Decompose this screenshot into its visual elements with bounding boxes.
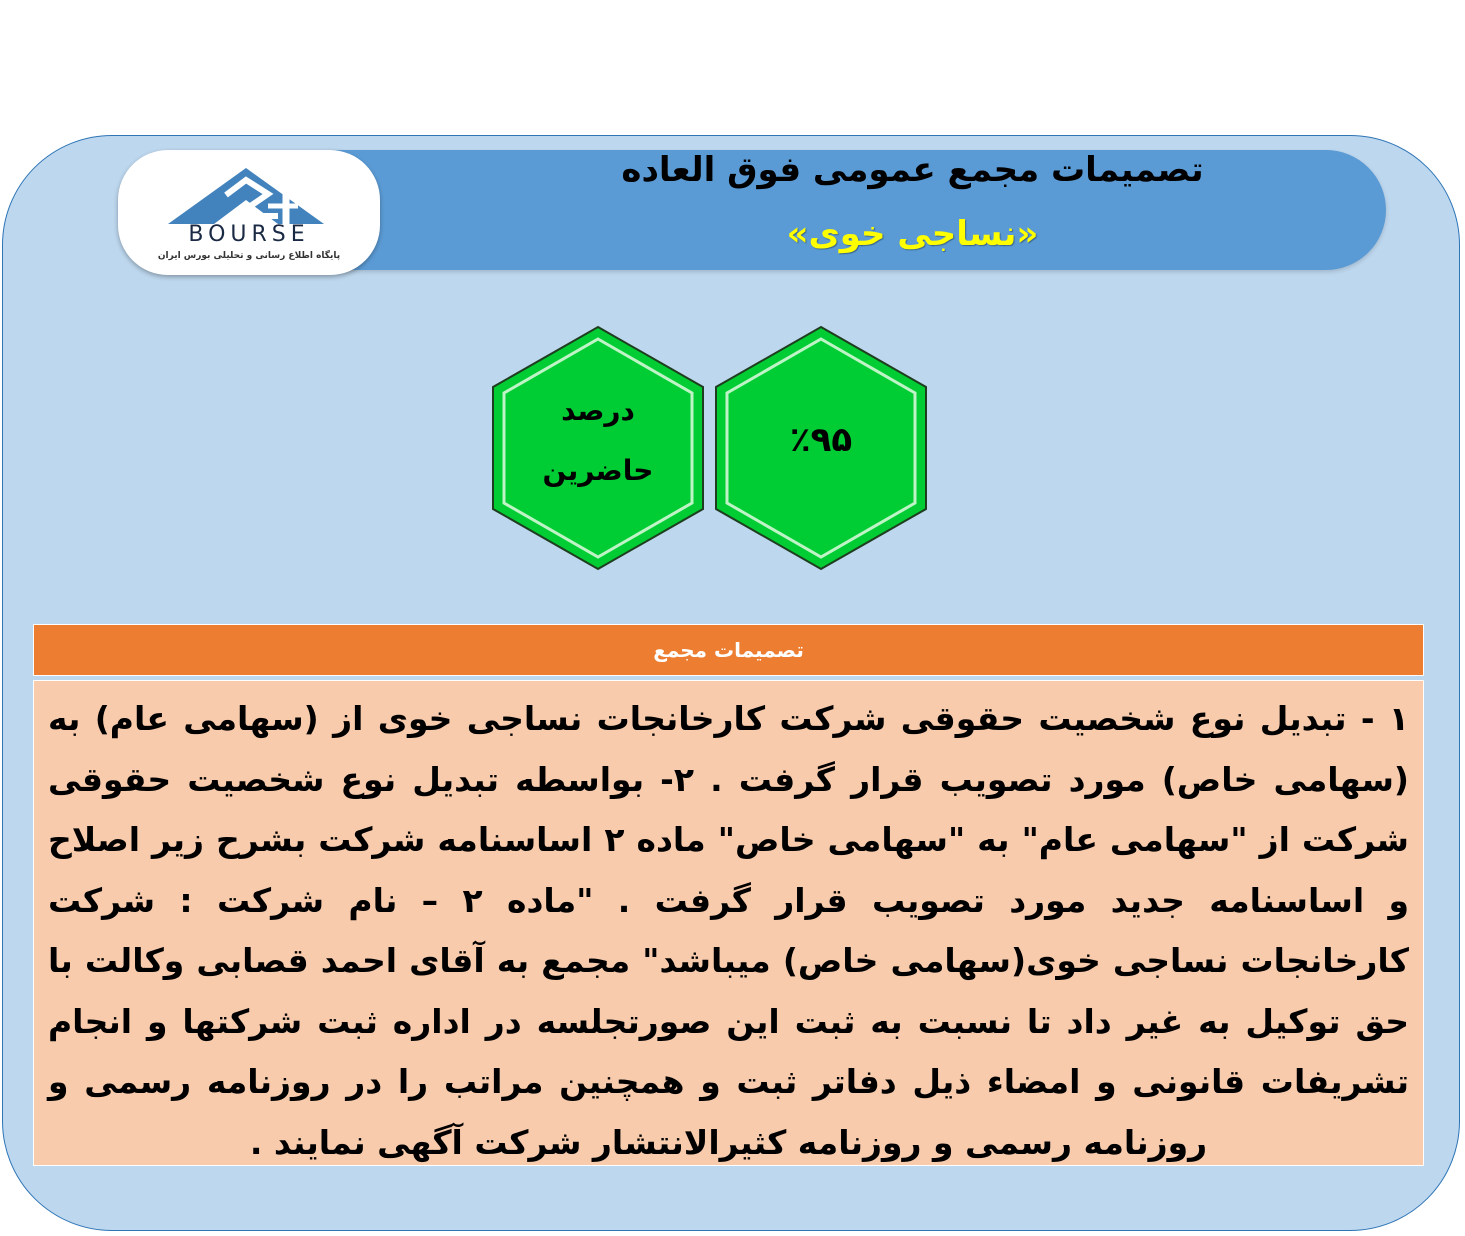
- bourse-logo[interactable]: [118, 150, 380, 275]
- decisions-text: ۱ - تبدیل نوع شخصیت حقوقی شرکت کارخانجات نساجی خوی از (سهامی عام) به (سهامی خاص) مورد تصویب قرار گرفت . ۲- بواسطه تبدیل نوع شخصیت حقوقی شرکت از "سهامی عام" به "سهامی خاص" ماده ۲ اساسنامه شرکت بشرح زیر اصلاح و اساسنامه جدید مورد تصویب قرار گرفت . "ماده ۲ – نام شرکت : شرکت کارخانجات نساجی خوی(سهامی خاص) میباشد" مجمع به آقای احمد قصابی وکالت با حق توکیل به غیر داد تا نسبت به ثبت این صورتجلسه در اداره ثبت شرکتها و انجام تشریفات قانونی و امضاء ذیل دفاتر ثبت و همچنین مراتب را در روزنامه رسمی و روزنامه رسمی و روزنامه کثیرالانتشار شرکت آگهی نمایند .: [33, 680, 1424, 1166]
- company-name: «نساجی خوی»: [786, 214, 1039, 254]
- logo-tagline: پایگاه اطلاع رسانی و تحلیلی بورس ایران: [157, 251, 341, 261]
- page-title: تصمیمات مجمع عمومی فوق العاده: [621, 150, 1204, 190]
- attendance-label-line2: حاضرین: [542, 454, 654, 487]
- label-hexagon: [490, 325, 706, 571]
- decisions-heading: تصمیمات مجمع: [33, 624, 1424, 676]
- attendance-percentage: ٪۹۵: [789, 420, 853, 460]
- logo-wordmark: BOURSE: [188, 222, 310, 247]
- attendance-label-line1: درصد: [561, 394, 635, 427]
